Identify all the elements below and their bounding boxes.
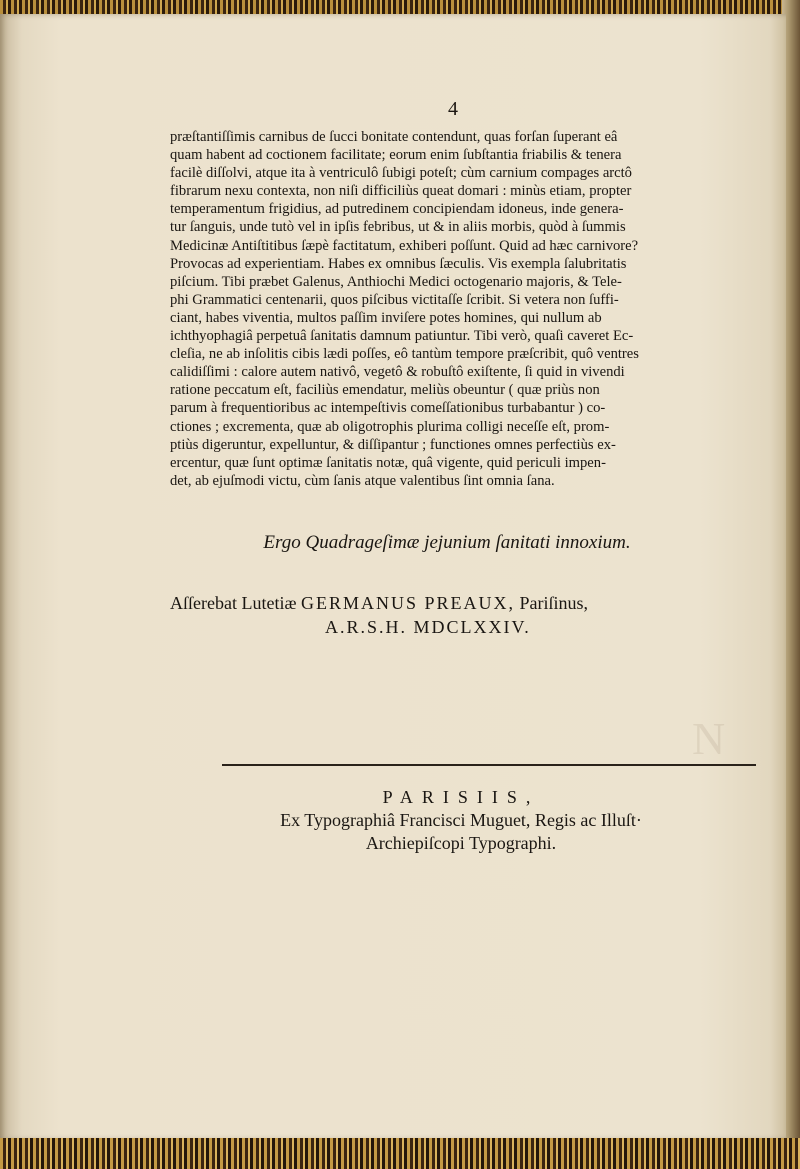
date-text: A.R.S.H. MDCLXXIV. bbox=[325, 617, 531, 637]
author-name: GERMANUS PREAUX, bbox=[300, 593, 515, 613]
text-line: facilè diſſolvi, atque ita à ventriculô ſubigi poteſt; cùm carnium compages arctô bbox=[170, 165, 632, 182]
imprint-title: Archiepiſcopi Typographi. bbox=[365, 833, 557, 853]
text-line: Provocas ad experientiam. Habes ex omnibus ſæculis. Vis exempla ſalubritatis bbox=[170, 255, 627, 272]
body-paragraph bbox=[170, 128, 724, 490]
author-origin: Pariſinus, bbox=[519, 593, 589, 613]
text-line: quam habent ad coctionem facilitate; eorum enim ſubſtantia friabilis & tenera bbox=[170, 147, 622, 164]
text-line: parum à frequentioribus ac intempeſtivis comeſſationibus turbabantur ) co- bbox=[170, 400, 606, 417]
bleed-through-mark: N bbox=[692, 713, 726, 764]
text-line: præſtantiſſimis carnibus de ſucci bonitate contendunt, quas forſan ſuperant eâ bbox=[170, 129, 618, 145]
text-line: cleſia, ne ab inſolitis cibis lædi poſſes, eô tantùm tempore præſcribit, quô ventres bbox=[170, 346, 639, 363]
text-line: Medicinæ Antiſtitibus ſæpè factitatum, exhiberi poſſunt. Quid ad hæc carnivore? bbox=[170, 237, 639, 254]
text-line: ptiùs digeruntur, expelluntur, & diſſipantur ; functiones omnes perfectiùs ex- bbox=[170, 436, 616, 453]
assertion-date bbox=[170, 617, 730, 638]
imprint-city: PARISIIS, bbox=[382, 787, 540, 807]
text-line: piſcium. Tibi præbet Galenus, Anthiochi Medici octogenario majoris, & Tele- bbox=[170, 273, 622, 290]
imprint-divider bbox=[222, 764, 756, 766]
text-line: ctiones ; excrementa, quæ ab oligotrophis plurima colligi neceſſe eſt, prom- bbox=[170, 418, 610, 435]
text-line: det, ab ejuſmodi victu, cùm ſanis atque valentibus ſint omnia ſana. bbox=[170, 472, 555, 489]
text-line: ercentur, quæ ſunt optimæ ſanitatis notæ, quâ vigente, quid periculi impen- bbox=[170, 454, 606, 471]
text-line: calidiſſimi : calore autem nativô, vegetô & robuſtô exiſtente, ſi quid in vivendi bbox=[170, 364, 625, 381]
assertion-line bbox=[170, 593, 730, 614]
page-number: 4 bbox=[448, 98, 458, 120]
assertion-lead: Aſſerebat Lutetiæ bbox=[170, 593, 297, 613]
conclusion-heading: Ergo Quadrageſimæ jejunium ſanitati innoxium. bbox=[263, 532, 631, 553]
text-line: ciant, habes viventia, multos paſſim inviſere potes homines, qui nullum ab bbox=[170, 309, 602, 326]
text-line: fibrarum nexu contexta, non niſi difficiliùs queat domari : minùs etiam, propter bbox=[170, 183, 632, 200]
text-line: ratione peccatum eſt, faciliùs emendatur, meliùs obeuntur ( quæ priùs non bbox=[170, 382, 600, 399]
text-line: phi Grammatici centenarii, quos piſcibus victitaſſe ſcribit. Si vetera non ſuffi- bbox=[170, 291, 619, 308]
bottom-binding-edge bbox=[0, 1138, 800, 1169]
text-line: tur ſanguis, unde tutò vel in ipſis febribus, ut & in aliis morbis, quòd à ſummis bbox=[170, 219, 626, 236]
imprint-printer: Ex Typographiâ Francisci Muguet, Regis ac Illuſt· bbox=[280, 810, 642, 830]
text-line: temperamentum frigidius, ad putredinem concipiendam idoneus, inde genera- bbox=[170, 201, 624, 218]
text-line: ichthyophagiâ perpetuâ ſanitatis damnum patiuntur. Tibi verò, quaſi caveret Ec- bbox=[170, 328, 634, 345]
